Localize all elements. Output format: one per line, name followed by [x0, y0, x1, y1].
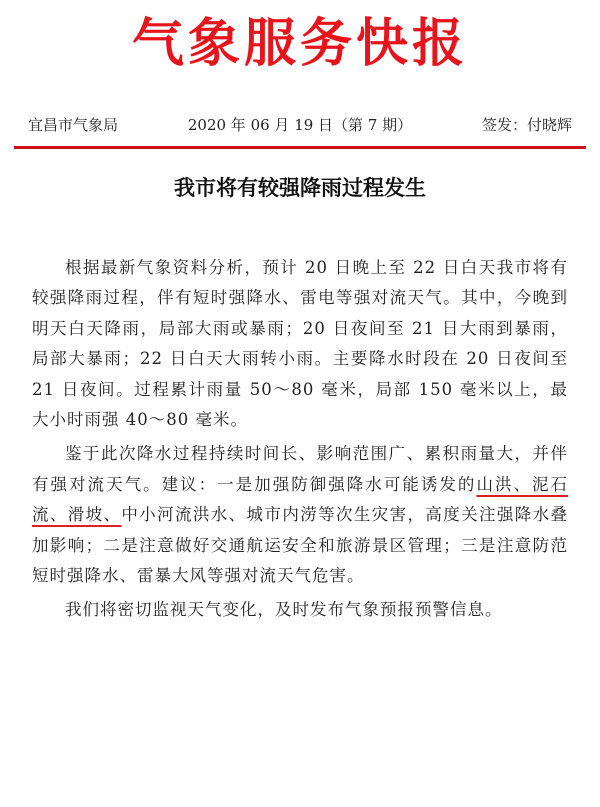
- article-body: [32, 253, 568, 630]
- issue-date: 2020 年 06 月 19 日（第 7 期）: [187, 116, 413, 134]
- highlighted-hazards: 山洪、泥石流、滑坡、: [32, 474, 569, 525]
- paragraph-monitoring: 我们将密切监视天气变化，及时发布气象预报预警信息。: [65, 600, 503, 620]
- article-headline: 我市将有较强降雨过程发生: [174, 176, 426, 200]
- advice-text-end: 中小河流洪水、城市内涝等次生灾害，高度关注强降水叠加影响；二是注意做好交通航运安全和旅游景区管理；三是注意防范短时强降水、雷暴大风等强对流天气危害。: [32, 505, 569, 586]
- paragraph-advice: [32, 439, 568, 591]
- paragraph-forecast: 根据最新气象资料分析，预计 20 日晚上至 22 日白天我市将有较强降雨过程，伴有短时强降水、雷电等强对流天气。其中，今晚到明天白天降雨，局部大雨或暴雨；20 日夜间至 21 日大雨到暴雨，局部大暴雨；22 日白天大雨转小雨。主要降水时段在 20 日夜间至 21 日夜间。过程累计雨量 50～80 毫米，局部 150 毫米以上，最大小时雨强 40～80 毫米。: [32, 258, 568, 430]
- advice-text-start: 鉴于此次降水过程持续时间长、影响范围广、累积雨量大，并伴有强对流天气。建议：一是加强防御强降水可能诱发的: [32, 444, 568, 494]
- masthead-title: 气象服务快报: [131, 14, 468, 74]
- header-rule: [14, 146, 586, 149]
- signer: 签发：付晓辉: [481, 116, 572, 134]
- issue-line: [28, 114, 572, 135]
- issuer: 宜昌市气象局: [28, 116, 119, 134]
